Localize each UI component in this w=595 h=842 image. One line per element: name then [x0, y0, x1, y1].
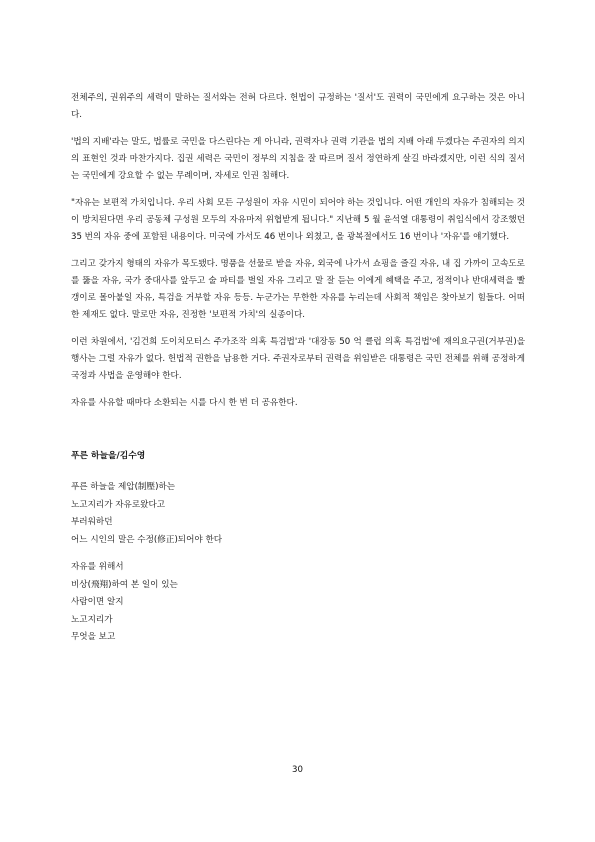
- poem-line: 사람이면 알지: [71, 597, 124, 607]
- poem-line: 자유를 위해서: [71, 562, 124, 572]
- page-number: 30: [292, 765, 303, 775]
- paragraph-1: 전체주의, 권위주의 세력이 말하는 질서와는 전혀 다르다. 헌법이 규정하는 '질서'도 권력이 국민에게 요구하는 것은 아니다.: [71, 93, 525, 120]
- poem-stanza-2: [71, 559, 525, 647]
- poem-line: 부러워하던: [71, 517, 113, 527]
- poem-line: 비상(飛翔)하여 본 일이 있는: [71, 579, 178, 590]
- paragraph-4: 그리고 갖가지 형태의 자유가 목도됐다. 명품을 선물로 받을 자유, 외국에 나가서 쇼핑을 즐길 자유, 내 집 가까이 고속도로를 뚫을 자유, 국가 중대사를 앞두고 술 파티를 벌일 자유 그리고 말 잘 듣는 이에게 혜택을 주고, 정적이나 반대세력을 빨갱이로 몰아붙일 자유, 특검을 거부할 자유 등등. 누군가는 무한한 자유를 누리는데 사회적 책임은 찾아보기 힘들다. 어떠한 제재도 없다. 말로만 자유, 진정한 '보편적 가치'의 실종이다.: [71, 259, 525, 320]
- poem-line: 무엇을 보고: [71, 632, 116, 642]
- poem-line: 노고지리가 자유로왔다고: [71, 499, 166, 510]
- poem-line: 노고지리가: [71, 614, 113, 625]
- paragraph-5: 이런 차원에서, '김건희 도이치모터스 주가조작 의혹 특검법'과 '대장동 50 억 클럽 의혹 특검법'에 재의요구권(거부권)을 행사는 그럴 자유가 없다. 헌법적 권한을 남용한 거다. 주권자로부터 권력을 위임받은 대통령은 국민 전체를 위해 공정하게 국정과 사법을 운영해야 한다.: [71, 337, 525, 381]
- poem-title: 푸른 하늘을/김수영: [71, 451, 146, 461]
- paragraph-3: "자유는 보편적 가치입니다. 우리 사회 모든 구성원이 자유 시민이 되어야 하는 것입니다. 어떤 개인의 자유가 침해되는 것이 방치된다면 우리 공동체 구성원 모두의 자유마저 위협받게 됩니다." 지난해 5 월 윤석열 대통령이 취임식에서 강조했던 35 번의 자유 중에 포함된 내용이다. 미국에 가서도 46 번이나 외쳤고, 올 광복절에서도 16 번이나 '자유'를 얘기했다.: [71, 198, 525, 242]
- poem-stanza-1: [71, 479, 525, 549]
- poem-line: 푸른 하늘을 제압(制壓)하는: [71, 482, 176, 492]
- poem-line: 어느 시인의 말은 수정(修正)되어야 한다: [71, 534, 223, 545]
- document-body: [71, 90, 525, 657]
- paragraph-2: '법의 지배'라는 말도, 법률로 국민을 다스린다는 게 아니라, 권력자나 권력 기관을 법의 지배 아래 두겠다는 주권자의 의지의 표현인 것과 마찬가지다. 집권 세력은 국민이 정부의 지침을 잘 따르며 질서 정연하게 살길 바라겠지만, 이런 식의 질서는 국민에게 강요할 수 없는 무례이며, 자세로 인권 침해다.: [71, 137, 525, 181]
- paragraph-6: 자유를 사유할 때마다 소환되는 시를 다시 한 번 더 공유한다.: [71, 398, 298, 408]
